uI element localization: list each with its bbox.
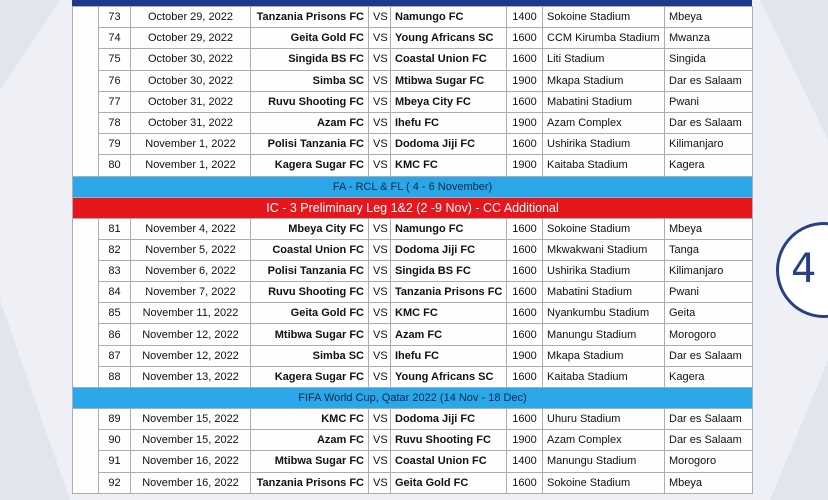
schedule-note-band bbox=[73, 388, 753, 409]
match-away-cell: Dodoma Jiji FC bbox=[391, 409, 507, 430]
match-venue-cell: Mkwakwani Stadium bbox=[543, 239, 665, 260]
match-home-cell: Azam FC bbox=[251, 430, 369, 451]
match-city-cell: Kagera bbox=[665, 155, 753, 176]
match-home-cell: Tanzania Prisons FC bbox=[251, 7, 369, 28]
match-venue-cell: Mabatini Stadium bbox=[543, 282, 665, 303]
table-row bbox=[73, 112, 753, 133]
match-time-cell: 1600 bbox=[507, 239, 543, 260]
match-no-cell: 87 bbox=[99, 345, 131, 366]
match-date-cell: November 5, 2022 bbox=[131, 239, 251, 260]
match-vs-cell: VS bbox=[369, 303, 391, 324]
match-home-cell: KMC FC bbox=[251, 409, 369, 430]
match-city-cell: Mbeya bbox=[665, 472, 753, 493]
match-venue-cell: Kaitaba Stadium bbox=[543, 155, 665, 176]
match-away-cell: Ihefu FC bbox=[391, 345, 507, 366]
match-vs-cell: VS bbox=[369, 218, 391, 239]
match-date-cell: November 1, 2022 bbox=[131, 155, 251, 176]
match-home-cell: Polisi Tanzania FC bbox=[251, 260, 369, 281]
match-date-cell: November 4, 2022 bbox=[131, 218, 251, 239]
match-away-cell: Tanzania Prisons FC bbox=[391, 282, 507, 303]
match-vs-cell: VS bbox=[369, 155, 391, 176]
match-time-cell: 1600 bbox=[507, 366, 543, 387]
match-date-cell: November 6, 2022 bbox=[131, 260, 251, 281]
table-row bbox=[73, 134, 753, 155]
match-time-cell: 1600 bbox=[507, 409, 543, 430]
match-vs-cell: VS bbox=[369, 28, 391, 49]
match-venue-cell: Ushirika Stadium bbox=[543, 260, 665, 281]
match-time-cell: 1900 bbox=[507, 430, 543, 451]
table-row bbox=[73, 155, 753, 176]
round-label-cell bbox=[73, 409, 99, 494]
schedule-note-text: FIFA World Cup, Qatar 2022 (14 Nov - 18 Dec) bbox=[73, 388, 753, 409]
match-time-cell: 1600 bbox=[507, 324, 543, 345]
match-time-cell: 1900 bbox=[507, 155, 543, 176]
table-row bbox=[73, 91, 753, 112]
match-city-cell: Morogoro bbox=[665, 324, 753, 345]
match-venue-cell: Ushirika Stadium bbox=[543, 134, 665, 155]
match-away-cell: KMC FC bbox=[391, 303, 507, 324]
match-time-cell: 1600 bbox=[507, 303, 543, 324]
match-city-cell: Mwanza bbox=[665, 28, 753, 49]
match-time-cell: 1600 bbox=[507, 218, 543, 239]
match-home-cell: Coastal Union FC bbox=[251, 239, 369, 260]
match-no-cell: 77 bbox=[99, 91, 131, 112]
match-no-cell: 80 bbox=[99, 155, 131, 176]
match-vs-cell: VS bbox=[369, 324, 391, 345]
match-away-cell: Mbeya City FC bbox=[391, 91, 507, 112]
match-no-cell: 84 bbox=[99, 282, 131, 303]
match-home-cell: Geita Gold FC bbox=[251, 28, 369, 49]
schedule-note-text: FA - RCL & FL ( 4 - 6 November) bbox=[73, 176, 753, 197]
round-label-cell bbox=[73, 7, 99, 177]
match-home-cell: Simba SC bbox=[251, 70, 369, 91]
match-time-cell: 1900 bbox=[507, 112, 543, 133]
match-venue-cell: Liti Stadium bbox=[543, 49, 665, 70]
table-row bbox=[73, 282, 753, 303]
match-time-cell: 1400 bbox=[507, 7, 543, 28]
match-date-cell: November 16, 2022 bbox=[131, 451, 251, 472]
match-home-cell: Mbeya City FC bbox=[251, 218, 369, 239]
match-away-cell: KMC FC bbox=[391, 155, 507, 176]
match-home-cell: Ruvu Shooting FC bbox=[251, 91, 369, 112]
match-time-cell: 1900 bbox=[507, 345, 543, 366]
match-no-cell: 91 bbox=[99, 451, 131, 472]
match-away-cell: Coastal Union FC bbox=[391, 451, 507, 472]
match-home-cell: Kagera Sugar FC bbox=[251, 366, 369, 387]
match-date-cell: October 31, 2022 bbox=[131, 112, 251, 133]
match-city-cell: Pwani bbox=[665, 91, 753, 112]
match-city-cell: Tanga bbox=[665, 239, 753, 260]
match-home-cell: Kagera Sugar FC bbox=[251, 155, 369, 176]
match-no-cell: 79 bbox=[99, 134, 131, 155]
match-home-cell: Mtibwa Sugar FC bbox=[251, 324, 369, 345]
match-away-cell: Young Africans SC bbox=[391, 28, 507, 49]
match-venue-cell: Nyankumbu Stadium bbox=[543, 303, 665, 324]
match-no-cell: 75 bbox=[99, 49, 131, 70]
match-city-cell: Geita bbox=[665, 303, 753, 324]
match-city-cell: Kagera bbox=[665, 366, 753, 387]
match-no-cell: 78 bbox=[99, 112, 131, 133]
match-away-cell: Dodoma Jiji FC bbox=[391, 239, 507, 260]
match-vs-cell: VS bbox=[369, 430, 391, 451]
schedule-note-band bbox=[73, 176, 753, 197]
match-no-cell: 82 bbox=[99, 239, 131, 260]
table-row bbox=[73, 366, 753, 387]
match-vs-cell: VS bbox=[369, 451, 391, 472]
match-home-cell: Ruvu Shooting FC bbox=[251, 282, 369, 303]
match-no-cell: 76 bbox=[99, 70, 131, 91]
match-date-cell: November 11, 2022 bbox=[131, 303, 251, 324]
match-city-cell: Kilimanjaro bbox=[665, 134, 753, 155]
match-city-cell: Dar es Salaam bbox=[665, 70, 753, 91]
table-row bbox=[73, 345, 753, 366]
match-date-cell: October 30, 2022 bbox=[131, 70, 251, 91]
match-venue-cell: Sokoine Stadium bbox=[543, 7, 665, 28]
match-home-cell: Tanzania Prisons FC bbox=[251, 472, 369, 493]
match-date-cell: November 15, 2022 bbox=[131, 430, 251, 451]
match-time-cell: 1600 bbox=[507, 49, 543, 70]
match-date-cell: October 31, 2022 bbox=[131, 91, 251, 112]
match-vs-cell: VS bbox=[369, 282, 391, 303]
match-venue-cell: Mkapa Stadium bbox=[543, 345, 665, 366]
match-no-cell: 73 bbox=[99, 7, 131, 28]
match-no-cell: 90 bbox=[99, 430, 131, 451]
match-home-cell: Azam FC bbox=[251, 112, 369, 133]
match-away-cell: Singida BS FC bbox=[391, 260, 507, 281]
match-venue-cell: Kaitaba Stadium bbox=[543, 366, 665, 387]
match-city-cell: Pwani bbox=[665, 282, 753, 303]
match-vs-cell: VS bbox=[369, 366, 391, 387]
match-venue-cell: Sokoine Stadium bbox=[543, 218, 665, 239]
table-row bbox=[73, 451, 753, 472]
match-no-cell: 88 bbox=[99, 366, 131, 387]
match-away-cell: Mtibwa Sugar FC bbox=[391, 70, 507, 91]
match-date-cell: November 1, 2022 bbox=[131, 134, 251, 155]
match-time-cell: 1600 bbox=[507, 260, 543, 281]
match-venue-cell: Sokoine Stadium bbox=[543, 472, 665, 493]
table-row bbox=[73, 472, 753, 493]
match-time-cell: 1600 bbox=[507, 91, 543, 112]
match-home-cell: Simba SC bbox=[251, 345, 369, 366]
match-away-cell: Geita Gold FC bbox=[391, 472, 507, 493]
match-vs-cell: VS bbox=[369, 7, 391, 28]
match-time-cell: 1400 bbox=[507, 451, 543, 472]
table-row bbox=[73, 260, 753, 281]
match-no-cell: 86 bbox=[99, 324, 131, 345]
match-vs-cell: VS bbox=[369, 409, 391, 430]
match-date-cell: October 29, 2022 bbox=[131, 7, 251, 28]
match-home-cell: Polisi Tanzania FC bbox=[251, 134, 369, 155]
match-vs-cell: VS bbox=[369, 112, 391, 133]
match-no-cell: 92 bbox=[99, 472, 131, 493]
match-home-cell: Singida BS FC bbox=[251, 49, 369, 70]
match-city-cell: Dar es Salaam bbox=[665, 112, 753, 133]
match-away-cell: Coastal Union FC bbox=[391, 49, 507, 70]
match-venue-cell: Mkapa Stadium bbox=[543, 70, 665, 91]
match-city-cell: Dar es Salaam bbox=[665, 345, 753, 366]
match-date-cell: November 12, 2022 bbox=[131, 345, 251, 366]
match-venue-cell: Azam Complex bbox=[543, 112, 665, 133]
table-row bbox=[73, 70, 753, 91]
table-row bbox=[73, 430, 753, 451]
schedule-note-band bbox=[73, 197, 753, 218]
match-city-cell: Dar es Salaam bbox=[665, 430, 753, 451]
match-vs-cell: VS bbox=[369, 260, 391, 281]
match-no-cell: 81 bbox=[99, 218, 131, 239]
match-away-cell: Namungo FC bbox=[391, 218, 507, 239]
page-number-badge bbox=[776, 222, 828, 318]
table-row bbox=[73, 7, 753, 28]
match-date-cell: November 12, 2022 bbox=[131, 324, 251, 345]
match-home-cell: Mtibwa Sugar FC bbox=[251, 451, 369, 472]
match-venue-cell: Azam Complex bbox=[543, 430, 665, 451]
match-time-cell: 1900 bbox=[507, 70, 543, 91]
match-date-cell: October 30, 2022 bbox=[131, 49, 251, 70]
match-time-cell: 1600 bbox=[507, 282, 543, 303]
match-venue-cell: Mabatini Stadium bbox=[543, 91, 665, 112]
match-no-cell: 83 bbox=[99, 260, 131, 281]
match-city-cell: Dar es Salaam bbox=[665, 409, 753, 430]
match-city-cell: Mbeya bbox=[665, 218, 753, 239]
fixture-table bbox=[72, 6, 753, 494]
match-no-cell: 74 bbox=[99, 28, 131, 49]
match-venue-cell: Uhuru Stadium bbox=[543, 409, 665, 430]
match-away-cell: Dodoma Jiji FC bbox=[391, 134, 507, 155]
match-date-cell: November 15, 2022 bbox=[131, 409, 251, 430]
match-vs-cell: VS bbox=[369, 345, 391, 366]
match-date-cell: November 16, 2022 bbox=[131, 472, 251, 493]
round-label-cell bbox=[73, 218, 99, 388]
match-no-cell: 85 bbox=[99, 303, 131, 324]
table-row bbox=[73, 49, 753, 70]
match-away-cell: Ruvu Shooting FC bbox=[391, 430, 507, 451]
match-vs-cell: VS bbox=[369, 49, 391, 70]
match-vs-cell: VS bbox=[369, 239, 391, 260]
match-city-cell: Morogoro bbox=[665, 451, 753, 472]
match-away-cell: Ihefu FC bbox=[391, 112, 507, 133]
match-time-cell: 1600 bbox=[507, 28, 543, 49]
match-away-cell: Namungo FC bbox=[391, 7, 507, 28]
match-vs-cell: VS bbox=[369, 70, 391, 91]
table-row bbox=[73, 409, 753, 430]
table-row bbox=[73, 239, 753, 260]
match-city-cell: Kilimanjaro bbox=[665, 260, 753, 281]
match-home-cell: Geita Gold FC bbox=[251, 303, 369, 324]
table-row bbox=[73, 303, 753, 324]
table-row bbox=[73, 324, 753, 345]
match-away-cell: Young Africans SC bbox=[391, 366, 507, 387]
page-number: 4 bbox=[791, 246, 817, 292]
match-venue-cell: CCM Kirumba Stadium bbox=[543, 28, 665, 49]
match-vs-cell: VS bbox=[369, 472, 391, 493]
match-vs-cell: VS bbox=[369, 91, 391, 112]
match-date-cell: November 13, 2022 bbox=[131, 366, 251, 387]
match-city-cell: Singida bbox=[665, 49, 753, 70]
table-row bbox=[73, 218, 753, 239]
match-venue-cell: Manungu Stadium bbox=[543, 451, 665, 472]
match-no-cell: 89 bbox=[99, 409, 131, 430]
table-row bbox=[73, 28, 753, 49]
match-vs-cell: VS bbox=[369, 134, 391, 155]
match-venue-cell: Manungu Stadium bbox=[543, 324, 665, 345]
match-time-cell: 1600 bbox=[507, 134, 543, 155]
match-city-cell: Mbeya bbox=[665, 7, 753, 28]
schedule-note-text: IC - 3 Preliminary Leg 1&2 (2 -9 Nov) - CC Additional bbox=[73, 197, 753, 218]
match-away-cell: Azam FC bbox=[391, 324, 507, 345]
match-time-cell: 1600 bbox=[507, 472, 543, 493]
match-date-cell: November 7, 2022 bbox=[131, 282, 251, 303]
match-date-cell: October 29, 2022 bbox=[131, 28, 251, 49]
